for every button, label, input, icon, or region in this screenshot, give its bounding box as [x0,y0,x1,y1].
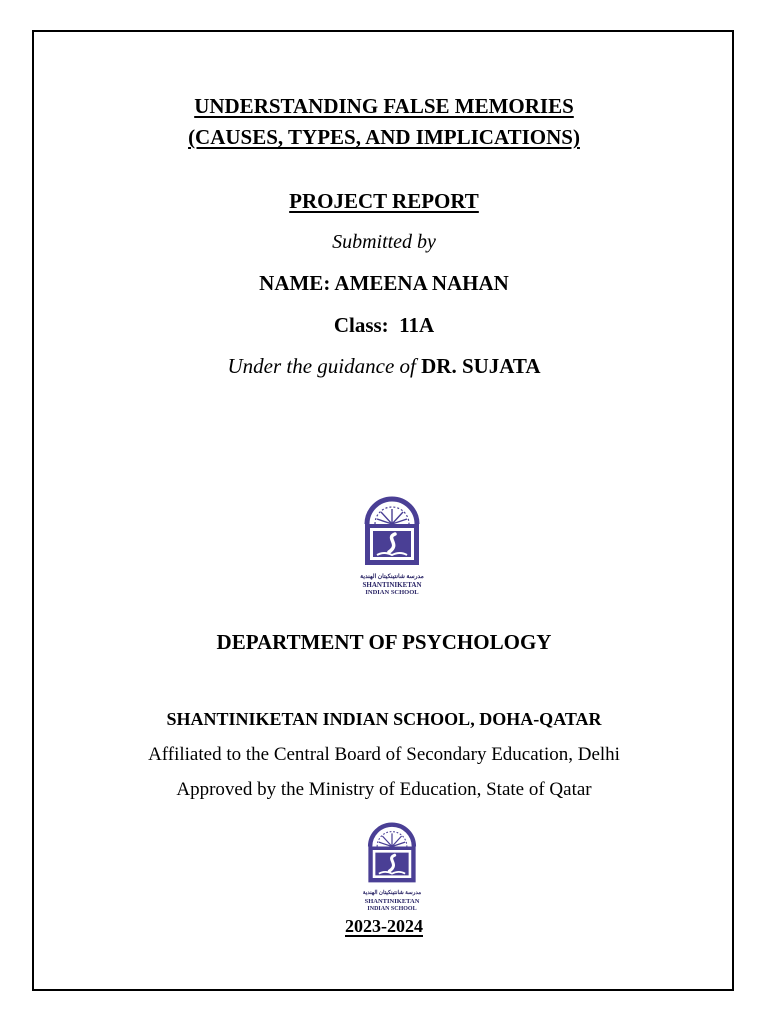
title-line-2: (CAUSES, TYPES, AND IMPLICATIONS) [188,125,580,149]
school-approval: Approved by the Ministry of Education, State of Qatar [176,779,592,800]
department: DEPARTMENT OF PSYCHOLOGY [216,630,552,654]
logo-name-line-1: SHANTINIKETAN [362,581,422,589]
guidance-line [0,354,768,379]
logo-arabic-text: مدرسة شانتينكيتان الهندية [360,574,424,580]
school-affiliation: Affiliated to the Central Board of Secondary Education, Delhi [148,744,620,765]
logo-name-line-1: SHANTINIKETAN [364,897,420,905]
submitted-by: Submitted by [332,231,436,253]
guide-name: DR. SUJATA [421,354,541,378]
student-name: NAME: AMEENA NAHAN [259,271,509,295]
logo-name-line-2: INDIAN SCHOOL [367,906,417,912]
school-logo-bottom [359,815,425,912]
school-logo [359,488,425,596]
school-emblem-icon [359,815,425,885]
logo-arabic-text: مدرسة شانتينكيتان الهندية [362,890,422,896]
title-line-1: UNDERSTANDING FALSE MEMORIES [194,94,574,118]
school-emblem-icon [359,488,425,568]
school-name: SHANTINIKETAN INDIAN SCHOOL, DOHA-QATAR [166,709,602,729]
guidance-prefix: Under the guidance of [227,354,422,378]
logo-name-line-2: INDIAN SCHOOL [365,589,419,596]
academic-year: 2023-2024 [345,916,423,936]
student-class: Class: 11A [333,313,435,337]
report-type: PROJECT REPORT [289,189,479,213]
